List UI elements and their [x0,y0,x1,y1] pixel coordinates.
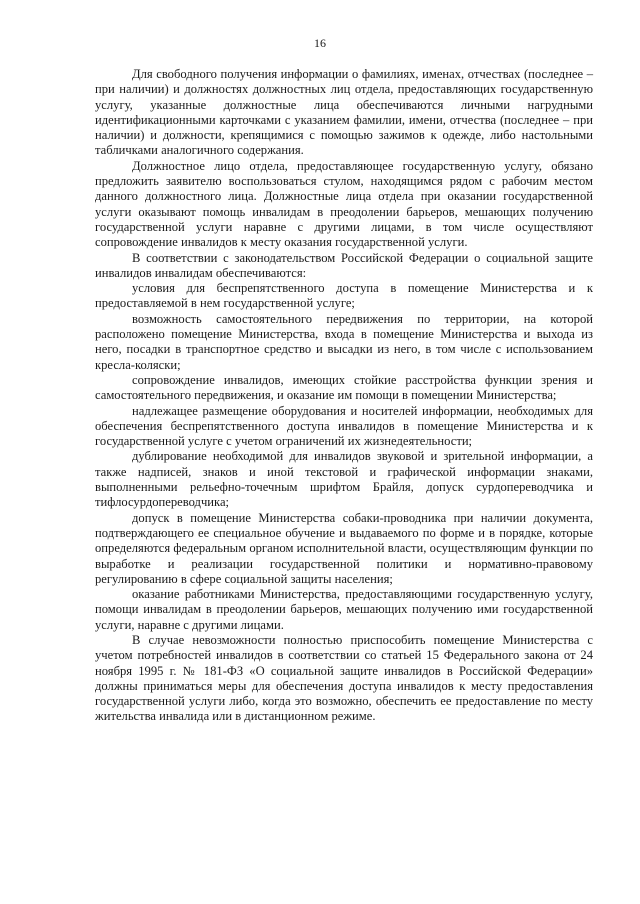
paragraph-alternative-measures: В случае невозможности полностью приспособить помещение Министерства с учетом потребностей инвалидов в соответствии со статьей 15 Федерального закона от 24 ноября 1995 г. № 181-ФЗ «О социальной защите инвалидов в Российской Федерации» должны приниматься меры для обеспечения доступа инвалидов к месту предоставления государственной услуги либо, когда это возможно, обеспечить ее предоставление по месту жительства инвалида или в дистанционном режиме. [95,632,593,724]
list-item-guide-dog: допуск в помещение Министерства собаки-проводника при наличии документа, подтверждающего ее специальное обучение и выдаваемого по форме и в порядке, которые определяются федеральным органом исполнительной власти, осуществляющим функции по выработке и реализации государственной политики и нормативно-правовому регулированию в сфере социальной защиты населения; [95,510,593,586]
list-item-unobstructed-access: условия для беспрепятственного доступа в помещение Министерства и к предоставляемой в нем государственной услуге; [95,281,593,311]
list-item-equipment-placement: надлежащее размещение оборудования и носителей информации, необходимых для обеспечения беспрепятственного доступа инвалидов в помещение Министерства и к государственной услуге с учетом ограничений их жизнедеятельности; [95,403,593,449]
list-item-staff-assistance: оказание работниками Министерства, предоставляющими государственную услугу, помощи инвалидам в преодолении барьеров, мешающих получению ими государственной услуги, наравне с другими лицами. [95,587,593,632]
page-number: 16 [314,36,326,50]
paragraph-legislation-intro: В соответствии с законодательством Российской Федерации о социальной защите инвалидов инвалидам обеспечиваются: [95,250,593,280]
list-item-independent-movement: возможность самостоятельного передвижения по территории, на которой расположено помещение Министерства, входа в помещение Министерства и выхода из него, посадки в транспортное средство и высадки из него, в том числе с использованием кресла-коляски; [95,311,593,372]
paragraph-employee-badges: Для свободного получения информации о фамилиях, именах, отчествах (последнее – при наличии) и должностях должностных лиц отдела, предоставляющих государственную услугу, указанные должностные лица обеспечиваются личными нагрудными идентификационными карточками с указанием фамилии, имени, отчества (последнее – при наличии) и должности, крепящимися с помощью зажимов к одежде, либо настольными табличками аналогичного содержания. [95,67,593,158]
document-body [95,67,593,725]
list-item-braille-duplication: дублирование необходимой для инвалидов звуковой и зрительной информации, а также надписей, знаков и иной текстовой и графической информации знаками, выполненными рельефно-точечным шрифтом Брайля, допуск сурдопереводчика и тифлосурдопереводчика; [95,449,593,510]
paragraph-official-assistance: Должностное лицо отдела, предоставляющее государственную услугу, обязано предложить заявителю воспользоваться стулом, находящимся рядом с рабочим местом данного должностного лица. Должностные лица отдела при оказании государственной услуги оказывают помощь инвалидам в преодолении барьеров, мешающих получению государственной услуги наравне с другими лицами, в том числе осуществляют сопровождение инвалидов к месту оказания государственной услуги. [95,158,593,250]
list-item-escort: сопровождение инвалидов, имеющих стойкие расстройства функции зрения и самостоятельного передвижения, и оказание им помощи в помещении Министерства; [95,372,593,403]
